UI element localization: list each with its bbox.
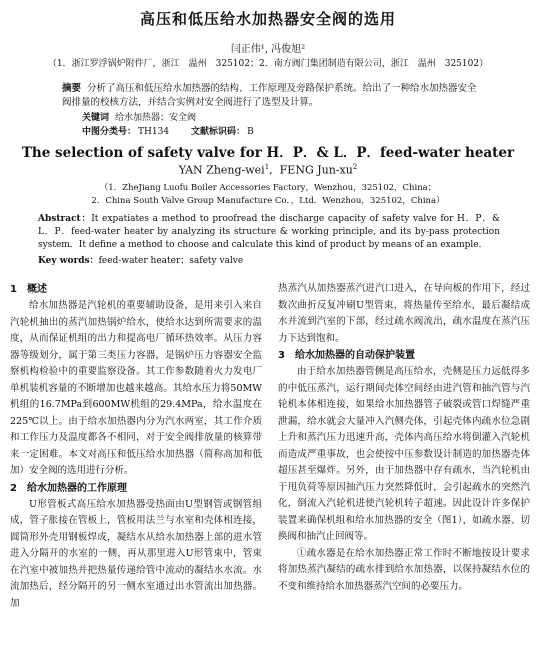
keywords-text-chinese: 给水加热器；安全阀 [115,113,197,123]
section-1-paragraph: 给水加热器是汽轮机的重要辅助设备，是用来引入来自汽轮机抽出的蒸汽加热锅炉给水，使给水达到所需要求的温度，从而保证机组的出力和提高电厂循环热效率。从压力容器等级划分，属于第三类压力容器，是锅炉压力容器安全监察机构检验中的重要监察设备。其工作参数随着火力发电厂单机装机容量的不断增加也越来越高。其给水压力将50MW机组的16.7MPa到600MW机组的29.4MPa，给水温度在225℃以上。由于给水加热器内分为汽水两室，其工作介质和工作压力及温度都各不相同，对于安全阀排放量的核算带来一定困难。本文对高压和低压给水加热器（简称高加和低加）安全阀的选用进行分析。 [10,300,262,476]
section-3-heading: 3 给水加热器的自动保护装置 [278,350,415,361]
affiliation-1-english: （1．ZheJiang Luofu Boiler Accessories Factory，Wenzhou，325102，China； [99,183,437,193]
abstract-label-chinese: 摘要 [62,83,82,94]
keywords-label-chinese: 关键词 [82,113,110,123]
keywords-text-english: feed-water heater；safety valve [98,256,244,266]
section-2-paragraph: U形管板式高压给水加热器受热面由U型钢管或钢管组成，管子胀接在管板上，管板用法兰与水室和壳体相连接，圆筒形外壳用钢板焊成，凝结水从给水加热器上部的进水管进入分隔开的水室的一侧，再从那里进入U形管束中，管束在汽室中被加热并把热量传递给管中流动的凝结水水流。水流加热后，经分隔开的另一侧水室通过出水管流出加热器。加 [10,498,262,609]
abstract-chinese [62,82,482,110]
class-number-value: TH134 [138,127,170,137]
section-1-heading: 1 概述 [10,284,47,295]
author-2-sup: 2 [352,163,358,171]
section-2-heading: 2 给水加热器的工作原理 [10,482,127,494]
section-3-paragraph-1: 由于给水加热器管侧是高压给水，壳侧是压力远低得多的中低压蒸汽，运行期间壳体空间经由进汽管和抽汽管与汽轮机本体相连接，如果给水加热器管子破裂或管口焊缝严重泄漏，给水就会大量冲入汽侧壳体，引起壳体内疏水位急剧上升和蒸汽压力迅速升高，壳体内高压给水将倒灌入汽轮机而造成严重事故，也会使按中压参数设计制造的加热器壳体超压甚至爆炸。另外，由于加热器中存有疏水，当汽轮机由于甩负荷等原因抽汽压力突然降低时，会引起疏水的突然汽化，倒流入汽轮机进使汽轮机转子超速。因此设计许多保护装置来确保机组和给水加热器的安全（图1），如疏水器、切换阀和抽汽止回阀等。 [278,366,530,542]
abstract-text-english: It expatiates a method to proofread the discharge capacity of safety valve for H．P．& L．P．feed-water heater by analyzing its structure & working principle, and its by-pass protection system．It define a method to choose and calculate this kind of product by means of an example． [38,214,500,250]
section-3-paragraph-2: ①疏水器是在给水加热器正常工作时不断地按设计要求将加热蒸汽凝结的疏水排到给水加热器，以保持凝结水位的不变和维持给水加热器蒸汽空间的必要压力。 [278,547,530,592]
abstract-english [38,213,500,252]
classification-line [82,124,502,137]
body-column-left [10,281,262,612]
authors-chinese: 闫正伟¹, 冯俊旭² [230,44,306,55]
doc-code-label: 文献标识码： [191,127,246,137]
keywords-english [38,253,500,266]
affiliation-2-english: 2．China South Valve Group Manufacture Co．，Ltd．Wenzhou，325102，China） [91,196,445,206]
class-number-label: 中图分类号： [82,127,137,137]
paper-title-chinese: 高压和低压给水加热器安全阀的选用 [139,10,396,28]
abstract-label-english: Abstract： [38,214,92,224]
keywords-label-english: Key words： [38,256,99,266]
author-1-sup: 1 [264,163,270,171]
doc-code-value: B [247,127,254,137]
affiliations-chinese: （1．浙江罗浮锅炉附件厂，浙江 温州 325102；2．南方阀门集团制造有限公司，浙江 温州 325102） [47,59,489,69]
authors-english: YAN Zheng-wei$^1$, FENG Jun-$xu^2$ [178,163,358,177]
affiliations-english [0,182,536,208]
paper-title-english: The selection of safety valve for H．P．& L．P．feed-water heater [21,145,515,161]
abstract-text-chinese: 分析了高压和低压给水加热器的结构、工作原理及旁路保护系统。给出了一种给水加热器安全阀排量的校核方法，并结合实例对安全阀进行了选型及计算。 [62,83,477,108]
keywords-chinese [82,110,502,123]
author-1-name: YAN Zheng-wei [178,163,265,177]
body-column-right [278,281,530,595]
author-2-name: FENG Jun-xu [279,163,353,177]
section-2-paragraph-continued: 热蒸汽从加热器蒸汽进汽口进入，在导向板的作用下，经过数次曲折反复冲刷U型管束，将热量传至给水，最后凝结成水并流到汽室的下部，经过疏水阀流出，疏水温度在蒸汽压力下达到饱和。 [278,283,530,344]
